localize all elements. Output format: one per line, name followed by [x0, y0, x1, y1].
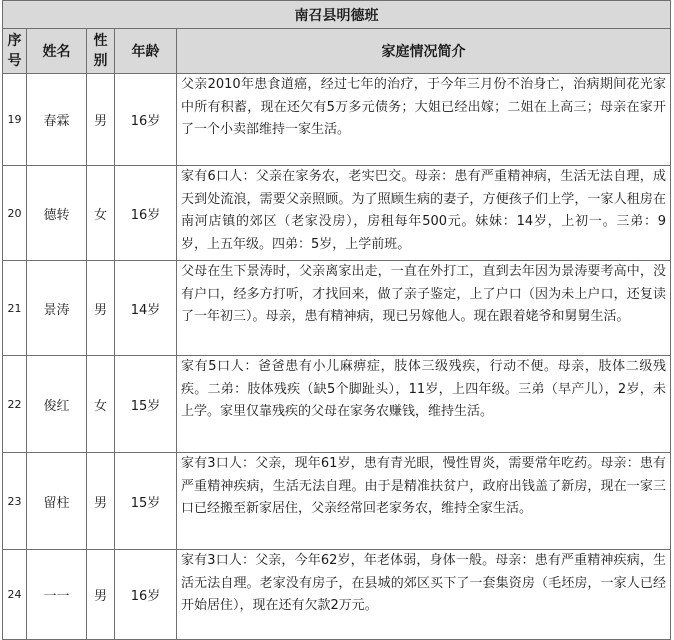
row-family: 父亲2010年患食道癌，经过七年的治疗，于今年三月份不治身亡，治病期间花光家中所有积蓄，现在还欠有5万多元债务；大姐已经出嫁；二姐在上高三；母亲在家开了一个小卖部维持一家生活。 — [177, 74, 671, 166]
row-index: 23 — [3, 453, 27, 550]
header-family: 家庭情况简介 — [177, 29, 671, 74]
header-index — [3, 29, 27, 74]
row-family: 家有6口人：父亲在家务农，老实巴交。母亲：患有严重精神病，生活无法自理，成天到处流浪，需要父亲照顾。为了照顾生病的妻子，方便孩子们上学，一家人租房在南河店镇的郊区（老家没房），房租每年500元。妹妹：14岁，上初一。三弟：9岁，上五年级。四弟：5岁，上学前班。 — [177, 166, 671, 261]
row-family: 家有3口人：父亲，现年61岁，患有青光眼，慢性胃炎，需要常年吃药。母亲：患有严重精神疾病，生活无法自理。由于是精准扶贫户，政府出钱盖了新房，现在一家三口已经搬至新家居住，父亲经常回老家务农，维持全家生活。 — [177, 453, 671, 550]
row-gender: 男 — [87, 550, 115, 640]
row-age: 15岁 — [115, 453, 177, 550]
row-age: 16岁 — [115, 166, 177, 261]
row-gender: 女 — [87, 166, 115, 261]
table-row — [3, 166, 671, 261]
table-row — [3, 356, 671, 453]
header-gender-top: 性 — [93, 33, 108, 49]
row-name: 一一 — [27, 550, 87, 640]
row-age: 16岁 — [115, 74, 177, 166]
table-row — [3, 74, 671, 166]
row-family: 家有5口人：爸爸患有小儿麻痹症，肢体三级残疾，行动不便。母亲，肢体二级残疾。二弟：肢体残疾（缺5个脚趾头），11岁，上四年级。三弟（早产儿），2岁，未上学。家里仅靠残疾的父母在家务农赚钱，维持生活。 — [177, 356, 671, 453]
table-row — [3, 453, 671, 550]
row-family: 家有3口人：父亲，今年62岁，年老体弱，身体一般。母亲：患有严重精神疾病，生活无法自理。老家没有房子，在县城的郊区买下了一套集资房（毛坯房，一家人已经开始居住），现在还有欠款2万元。 — [177, 550, 671, 640]
family-situation-table — [2, 0, 671, 640]
row-index: 19 — [3, 74, 27, 166]
row-age: 15岁 — [115, 356, 177, 453]
header-name: 姓名 — [27, 29, 87, 74]
row-name: 俊红 — [27, 356, 87, 453]
row-family: 父母在生下景涛时，父亲离家出走，一直在外打工，直到去年因为景涛要考高中，没有户口，经多方打听，才找回来，做了亲子鉴定，上了户口（因为未上户口，还复读了一年初三）。母亲，患有精神病，现已另嫁他人。现在跟着姥爷和舅舅生活。 — [177, 261, 671, 356]
row-gender: 男 — [87, 261, 115, 356]
header-gender-bottom: 别 — [93, 53, 108, 69]
row-gender: 女 — [87, 356, 115, 453]
row-gender: 男 — [87, 74, 115, 166]
header-index-bottom: 号 — [7, 53, 22, 69]
row-gender: 男 — [87, 453, 115, 550]
table-title: 南召县明德班 — [3, 1, 671, 29]
row-age: 14岁 — [115, 261, 177, 356]
row-index: 21 — [3, 261, 27, 356]
table-row — [3, 550, 671, 640]
header-age: 年龄 — [115, 29, 177, 74]
row-name: 留柱 — [27, 453, 87, 550]
table-body — [3, 74, 671, 640]
row-index: 20 — [3, 166, 27, 261]
header-index-top: 序 — [7, 33, 22, 49]
header-gender — [87, 29, 115, 74]
row-name: 德转 — [27, 166, 87, 261]
row-name: 景涛 — [27, 261, 87, 356]
header-row — [3, 29, 671, 74]
row-index: 24 — [3, 550, 27, 640]
row-index: 22 — [3, 356, 27, 453]
row-age: 16岁 — [115, 550, 177, 640]
row-name: 春霖 — [27, 74, 87, 166]
table-row — [3, 261, 671, 356]
